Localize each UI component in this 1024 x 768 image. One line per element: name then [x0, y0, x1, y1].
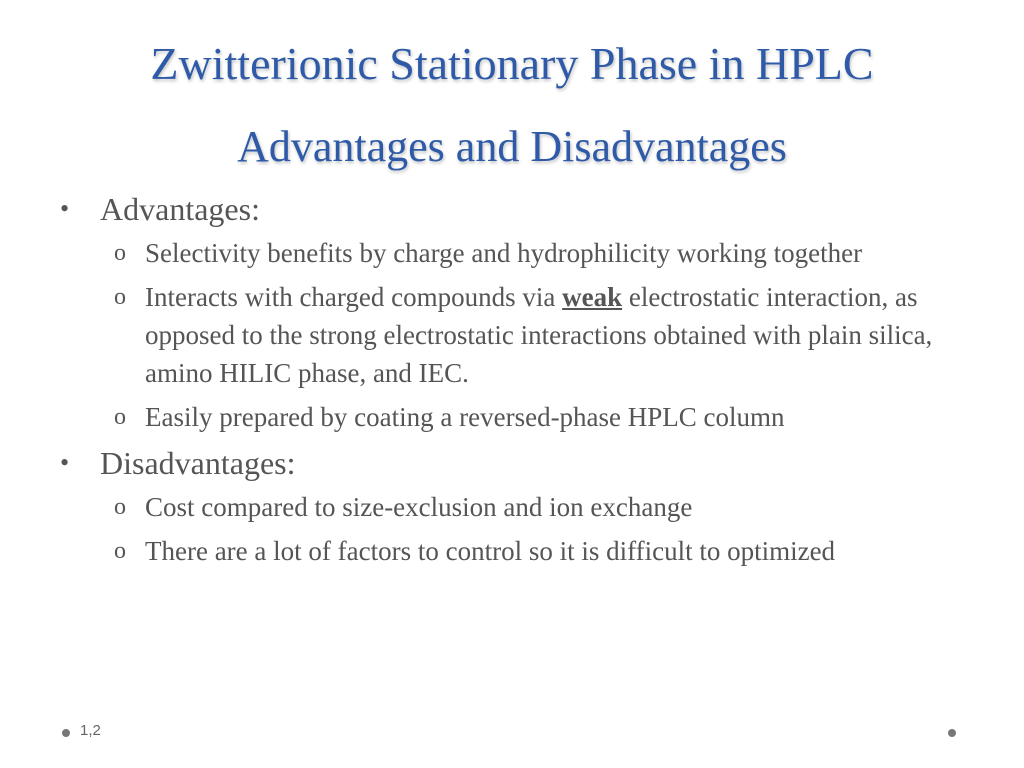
list-item-text-pre: Interacts with charged compounds via: [145, 282, 563, 312]
section-heading: Advantages:: [100, 191, 260, 227]
footer-dot-right-icon: [948, 729, 956, 737]
slide-body: [56, 188, 976, 576]
footer-dot-left-icon: [62, 729, 70, 737]
slide-subtitle: Advantages and Disadvantages: [237, 122, 787, 171]
circle-bullet-icon: o: [114, 538, 126, 564]
list-item: [56, 398, 976, 436]
list-item-text: Easily prepared by coating a reversed-phase HPLC column: [145, 402, 785, 432]
list-item: [56, 532, 976, 570]
circle-bullet-icon: o: [114, 284, 126, 310]
bullet-icon: •: [60, 448, 70, 477]
bullet-icon: •: [60, 194, 70, 223]
circle-bullet-icon: o: [114, 494, 126, 520]
slide-title: Zwitterionic Stationary Phase in HPLC: [150, 38, 874, 89]
list-item: [56, 234, 976, 272]
footer-reference: 1,2: [80, 722, 101, 739]
emphasis-weak: weak: [562, 282, 623, 312]
disadvantages-heading: [56, 442, 976, 484]
advantages-list: [56, 234, 976, 436]
circle-bullet-icon: o: [114, 240, 126, 266]
list-item: [56, 488, 976, 526]
section-heading: Disadvantages:: [100, 445, 296, 481]
list-item-text: There are a lot of factors to control so it is difficult to optimized: [145, 536, 836, 566]
list-item-text: Selectivity benefits by charge and hydrophilicity working together: [145, 238, 863, 268]
list-item-text-post: electrostatic interaction, as opposed to the strong electrostatic interactions obtained with plain silica, amino HILIC phase, and IEC.: [145, 282, 933, 388]
advantages-heading: [56, 188, 976, 230]
circle-bullet-icon: o: [114, 404, 126, 430]
disadvantages-list: [56, 488, 976, 570]
list-item: [56, 278, 976, 392]
list-item-text: Cost compared to size-exclusion and ion exchange: [145, 492, 693, 522]
